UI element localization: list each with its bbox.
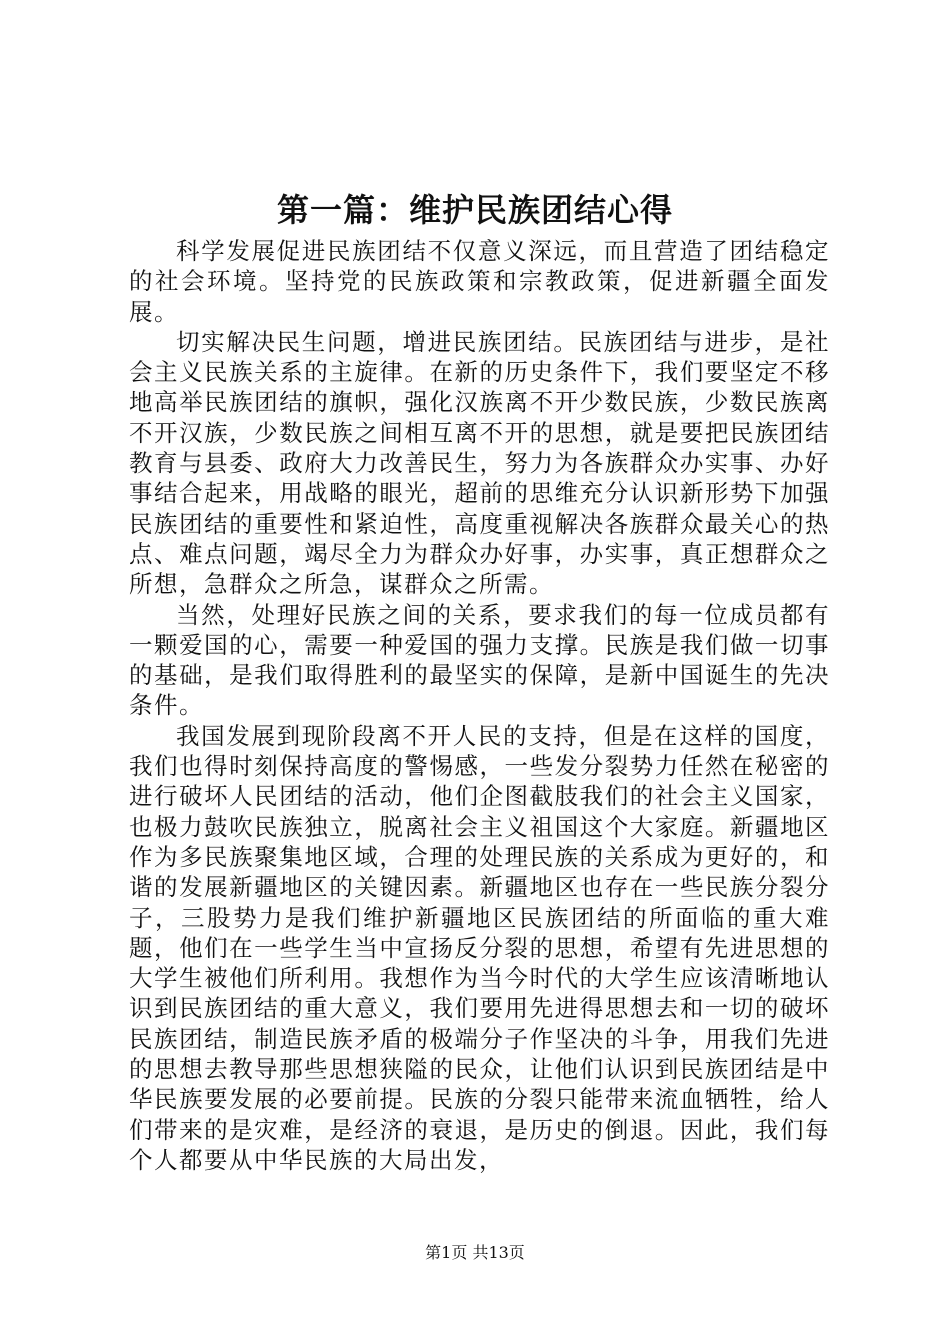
page-number-footer: 第1页 共13页 — [425, 1243, 525, 1262]
paragraph-2: 切实解决民生问题，增进民族团结。民族团结与进步，是社会主义民族关系的主旋律。在新的历史条件下，我们要坚定不移地高举民族团结的旗帜，强化汉族离不开少数民族，少数民族离不开汉族，少数民族之间相互离不开的思想，就是要把民族团结教育与县委、政府大力改善民生，努力为各族群众办实事、办好事结合起来，用战略的眼光，超前的思维充分认识新形势下加强民族团结的重要性和紧迫性，高度重视解决各族群众最关心的热点、难点问题，竭尽全力为群众办好事，办实事，真正想群众之所想，急群众之所急，谋群众之所需。 — [129, 327, 830, 599]
paragraph-4: 我国发展到现阶段离不开人民的支持，但是在这样的国度，我们也得时刻保持高度的警惕感，一些发分裂势力任然在秘密的进行破坏人民团结的活动，他们企图截肢我们的社会主义国家，也极力鼓吹民族独立，脱离社会主义祖国这个大家庭。新疆地区作为多民族聚集地区域，合理的处理民族的关系成为更好的，和谐的发展新疆地区的关键因素。新疆地区也存在一些民族分裂分子，三股势力是我们维护新疆地区民族团结的所面临的重大难题，他们在一些学生当中宣扬反分裂的思想，希望有先进思想的大学生被他们所利用。我想作为当今时代的大学生应该清晰地认识到民族团结的重大意义，我们要用先进得思想去和一切的破坏民族团结，制造民族矛盾的极端分子作坚决的斗争，用我们先进的思想去教导那些思想狭隘的民众，让他们认识到民族团结是中华民族要发展的必要前提。民族的分裂只能带来流血牺牲，给人们带来的是灾难，是经济的衰退，是历史的倒退。因此，我们每个人都要从中华民族的大局出发， — [129, 721, 830, 1174]
paragraph-1: 科学发展促进民族团结不仅意义深远，而且营造了团结稳定的社会环境。坚持党的民族政策和宗教政策，促进新疆全面发展。 — [129, 237, 830, 326]
document-body — [129, 236, 830, 1175]
document-title: 第一篇：维护民族团结心得 — [276, 191, 673, 229]
paragraph-3: 当然，处理好民族之间的关系，要求我们的每一位成员都有一颗爱国的心，需要一种爱国的强力支撑。民族是我们做一切事的基础，是我们取得胜利的最坚实的保障，是新中国诞生的先决条件。 — [129, 600, 830, 720]
